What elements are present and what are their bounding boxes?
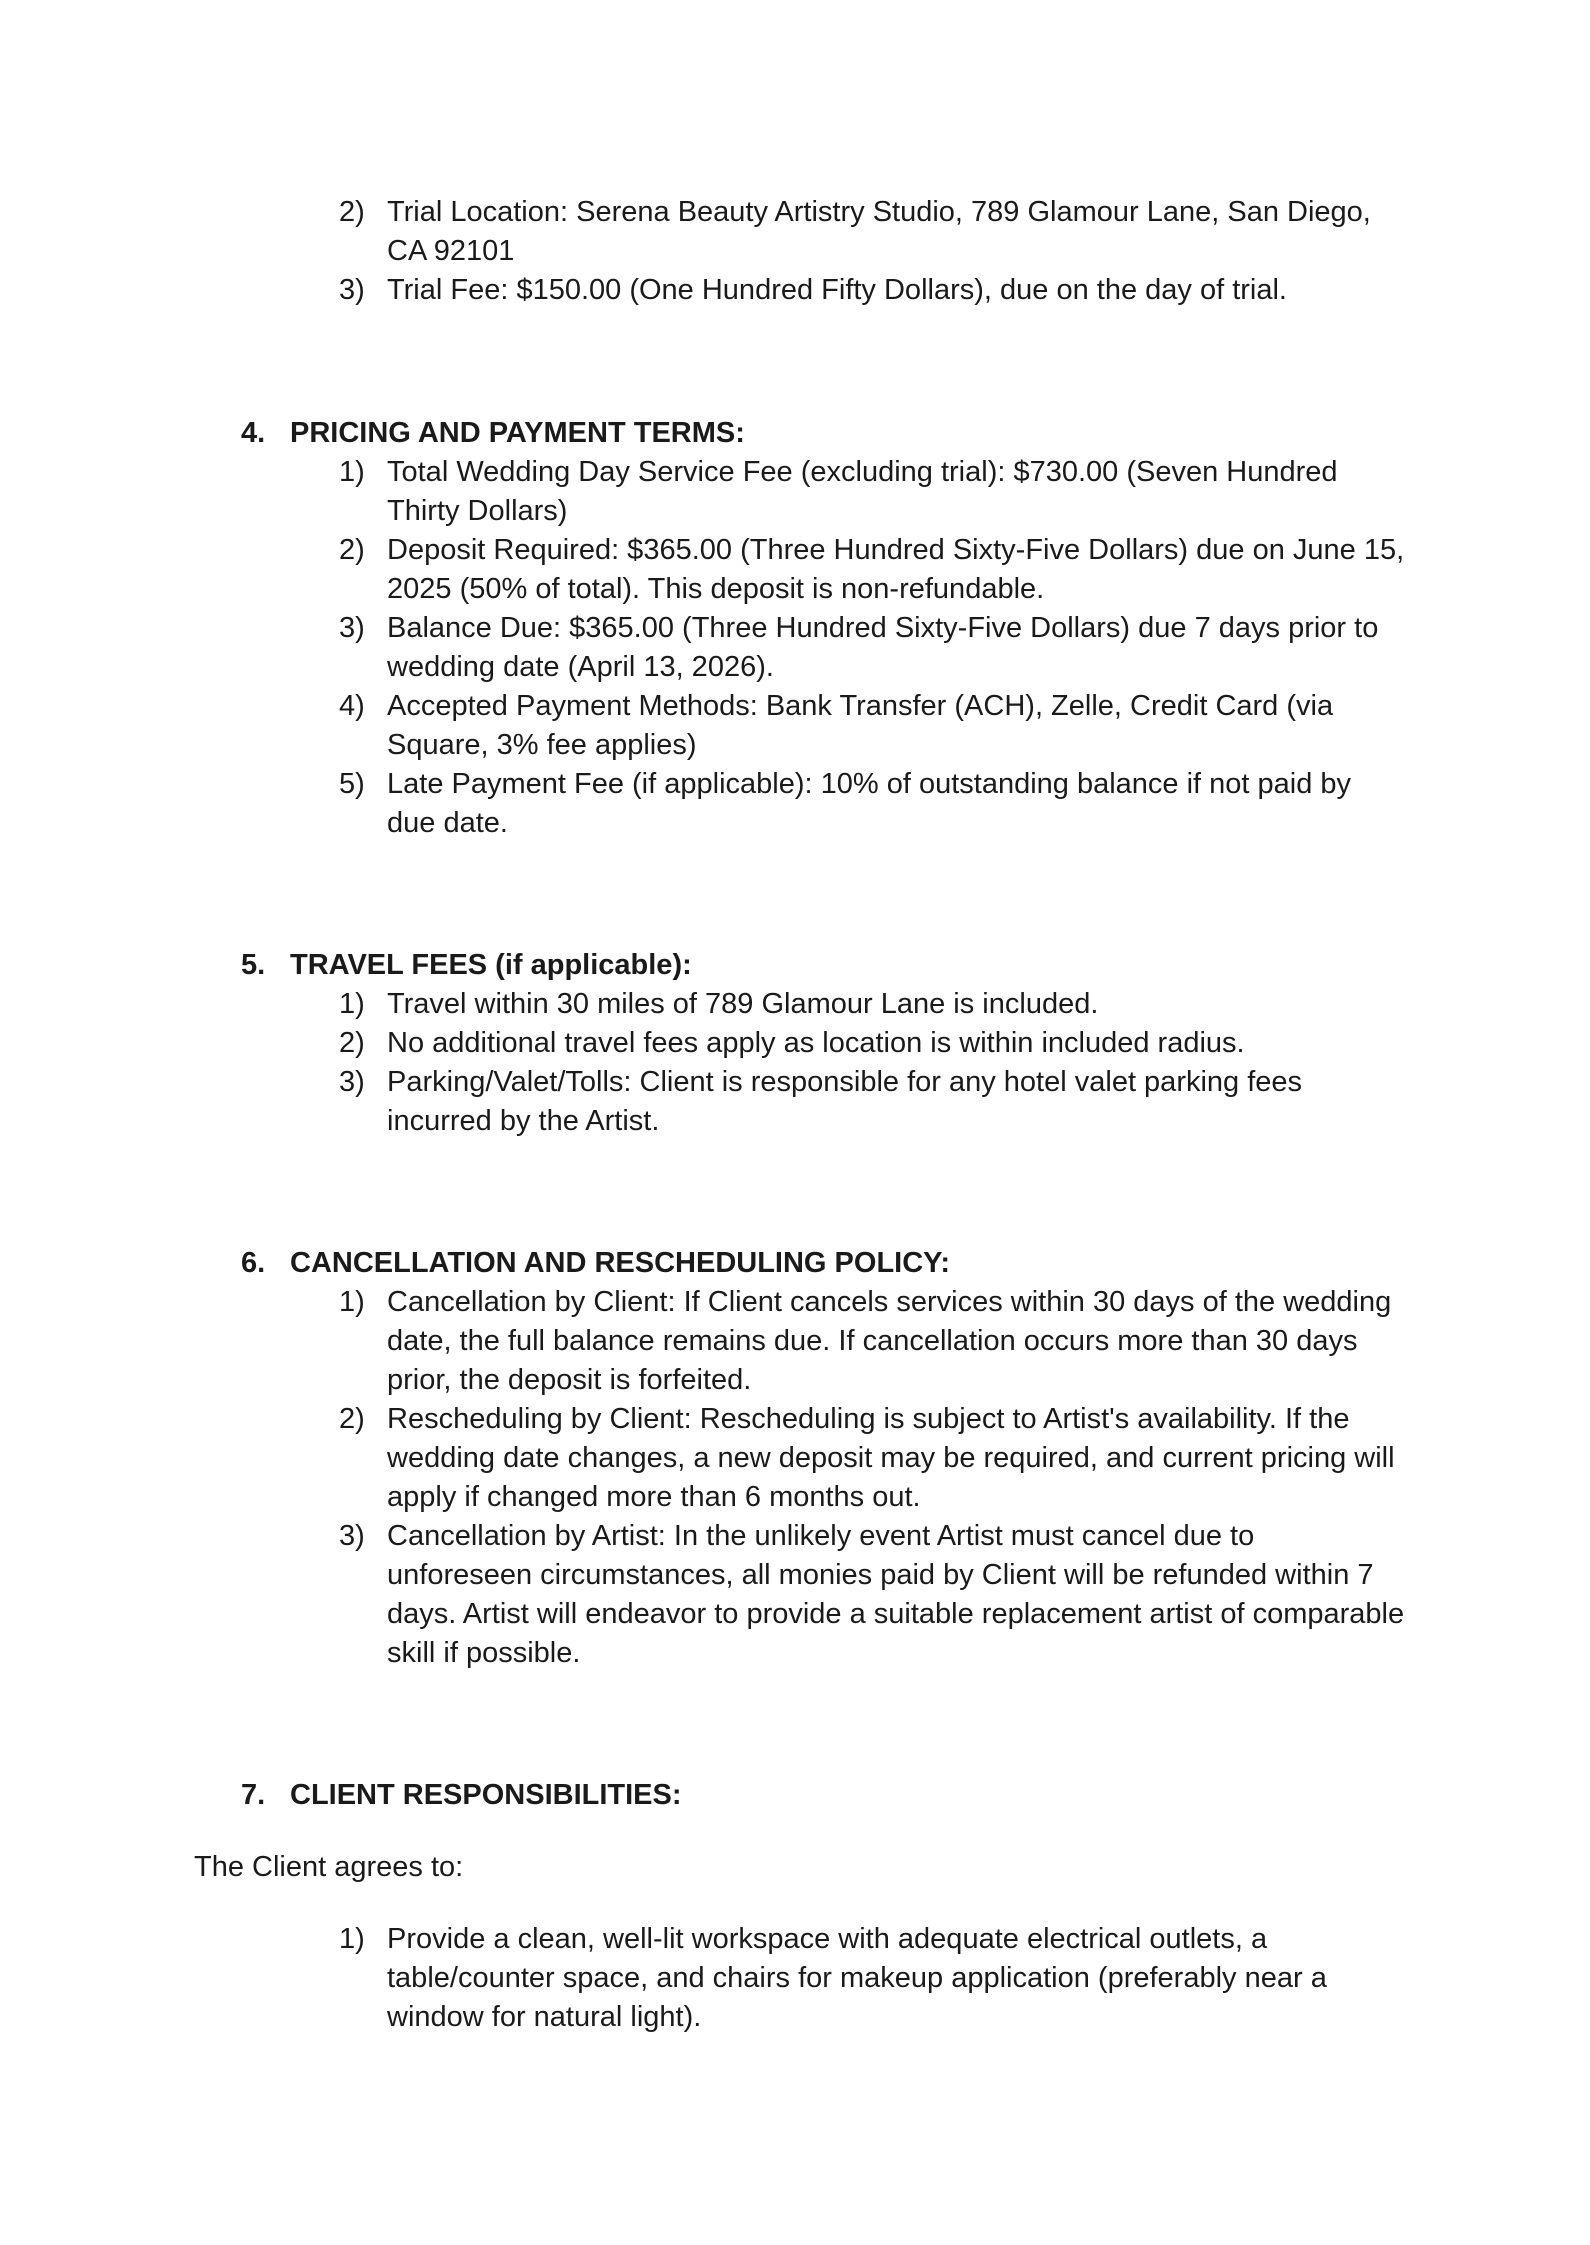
list-item-number: 1) — [339, 1286, 365, 1318]
list-item — [0, 985, 1590, 1024]
list-item — [0, 531, 1590, 609]
list-item-text: Provide a clean, well-lit workspace with adequate electrical outlets, a table/counter space, and chairs for makeup application (preferably near a window for natural light). — [387, 1923, 1327, 2033]
section-number: 6. — [241, 1247, 266, 1279]
list-item — [0, 1283, 1590, 1400]
list-item — [0, 1920, 1590, 2037]
list-item-number: 2) — [339, 1403, 365, 1435]
section-title: CLIENT RESPONSIBILITIES: — [290, 1779, 682, 1811]
list-item — [0, 453, 1590, 531]
section-title: CANCELLATION AND RESCHEDULING POLICY: — [290, 1247, 951, 1279]
section-heading — [0, 1244, 1590, 1283]
list-item-text: Travel within 30 miles of 789 Glamour Lane is included. — [387, 988, 1099, 1020]
list-item-text: Accepted Payment Methods: Bank Transfer (ACH), Zelle, Credit Card (via Square, 3% fee applies) — [387, 690, 1334, 761]
section-list — [0, 1283, 1590, 1673]
section-list — [0, 453, 1590, 843]
section-list — [0, 1920, 1590, 2037]
list-item-number: 1) — [339, 456, 365, 488]
section-title: TRAVEL FEES (if applicable): — [290, 949, 692, 981]
list-item-text: Cancellation by Client: If Client cancels services within 30 days of the wedding date, the full balance remains due. If cancellation occurs more than 30 days prior, the deposit is forfeited. — [387, 1286, 1392, 1396]
section-list — [0, 985, 1590, 1141]
list-item-number: 3) — [339, 1066, 365, 1098]
section-title: PRICING AND PAYMENT TERMS: — [290, 417, 745, 449]
section-heading — [0, 1776, 1590, 1815]
list-item-number: 3) — [339, 1520, 365, 1552]
section-heading — [0, 414, 1590, 453]
list-item-number: 4) — [339, 690, 365, 722]
list-item — [0, 765, 1590, 843]
section-heading — [0, 946, 1590, 985]
list-item-number: 2) — [339, 196, 365, 228]
list-item-text: Parking/Valet/Tolls: Client is responsible for any hotel valet parking fees incurred by the Artist. — [387, 1066, 1303, 1137]
section-number: 5. — [241, 949, 266, 981]
list-item — [0, 1063, 1590, 1141]
list-item-text: Balance Due: $365.00 (Three Hundred Sixty-Five Dollars) due 7 days prior to wedding date (April 13, 2026). — [387, 612, 1379, 683]
list-item-text: No additional travel fees apply as location is within included radius. — [387, 1027, 1245, 1059]
list-item — [0, 193, 1590, 271]
list-item-text: Trial Location: Serena Beauty Artistry Studio, 789 Glamour Lane, San Diego, CA 92101 — [387, 196, 1371, 267]
list-item — [0, 1400, 1590, 1517]
list-item — [0, 609, 1590, 687]
section-intro: The Client agrees to: — [194, 1851, 464, 1883]
list-item-number: 3) — [339, 612, 365, 644]
list-item-text: Cancellation by Artist: In the unlikely event Artist must cancel due to unforeseen circumstances, all monies paid by Client will be refunded within 7 days. Artist will endeavor to provide a suitable replacement artist of comparable skill if possible. — [387, 1520, 1405, 1669]
list-item — [0, 1024, 1590, 1063]
list-item-text: Late Payment Fee (if applicable): 10% of outstanding balance if not paid by due date. — [387, 768, 1352, 839]
list-item-number: 2) — [339, 1027, 365, 1059]
list-item-number: 2) — [339, 534, 365, 566]
section-number: 7. — [241, 1779, 266, 1811]
list-item-number: 1) — [339, 1923, 365, 1955]
list-item — [0, 1517, 1590, 1673]
list-item-text: Deposit Required: $365.00 (Three Hundred Sixty-Five Dollars) due on June 15, 2025 (50% of total). This deposit is non-refundable. — [387, 534, 1405, 605]
section-number: 4. — [241, 417, 266, 449]
list-item-text: Total Wedding Day Service Fee (excluding trial): $730.00 (Seven Hundred Thirty Dollars) — [387, 456, 1338, 527]
list-item-text: Trial Fee: $150.00 (One Hundred Fifty Dollars), due on the day of trial. — [387, 274, 1287, 306]
list-item-text: Rescheduling by Client: Rescheduling is subject to Artist's availability. If the wedding date changes, a new deposit may be required, and current pricing will apply if changed more than 6 months out. — [387, 1403, 1395, 1513]
list-item-number: 5) — [339, 768, 365, 800]
list-item — [0, 271, 1590, 310]
list-item-number: 3) — [339, 274, 365, 306]
list-item-number: 1) — [339, 988, 365, 1020]
trial-list — [0, 193, 1590, 310]
list-item — [0, 687, 1590, 765]
